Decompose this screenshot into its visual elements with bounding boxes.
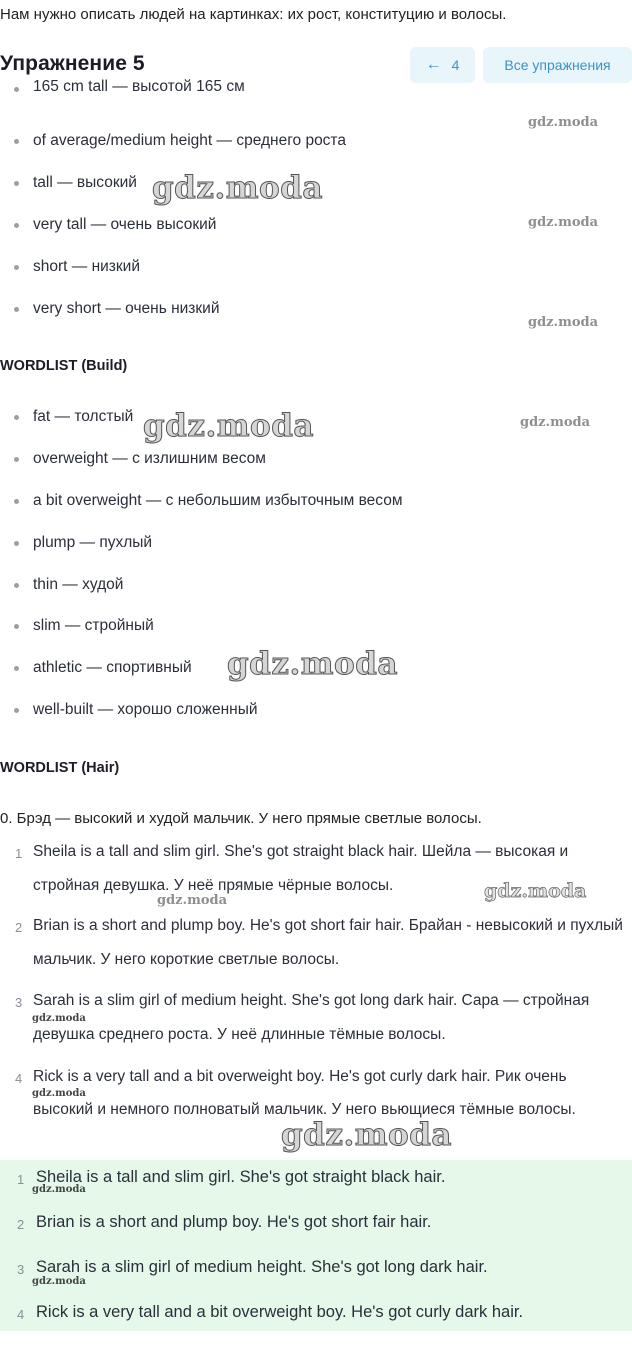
bullet-icon <box>14 583 19 588</box>
bullet-icon <box>14 708 19 713</box>
answer-text: Sarah is a slim girl of medium height. She's got long dark hair. Сара — стройная девушка среднего роста. У неё длинные тёмные волосы. <box>33 992 590 1043</box>
watermark: gdz.moda <box>227 646 398 682</box>
answer-text: Brian is a short and plump boy. He's got short fair hair. Брайан - невысокий и пухлый мальчик. У него короткие светлые волосы. <box>33 917 623 968</box>
answer-number: 4 <box>15 1071 23 1086</box>
bullet-icon <box>14 181 19 186</box>
bullet-icon <box>14 307 19 312</box>
exercise-title: Упражнение 5 <box>0 52 145 75</box>
watermark: gdz.moda <box>157 893 228 908</box>
bullet-icon <box>14 139 19 144</box>
bullet-icon <box>14 457 19 462</box>
watermark: gdz.moda <box>152 170 323 206</box>
list-item-text: very tall — очень высокий <box>33 216 217 233</box>
list-item-text: athletic — спортивный <box>33 659 192 676</box>
summary-number: 1 <box>17 1172 25 1187</box>
bullet-icon <box>14 223 19 228</box>
example-sentence: 0. Брэд — высокий и худой мальчик. У него прямые светлые волосы. <box>0 810 482 827</box>
list-item-text: fat — толстый <box>33 408 134 425</box>
bullet-icon <box>14 87 19 92</box>
list-item-text: well-built — хорошо сложенный <box>33 701 258 718</box>
section-heading-build: WORDLIST (Build) <box>0 358 128 374</box>
watermark: gdz.moda <box>32 1276 86 1287</box>
list-item-text: a bit overweight — с небольшим избыточным весом <box>33 492 403 509</box>
bullet-icon <box>14 666 19 671</box>
summary-text: Rick is a very tall and a bit overweight boy. He's got curly dark hair. <box>36 1303 524 1321</box>
list-item <box>0 448 632 472</box>
answer-summary <box>0 1160 632 1331</box>
summary-text: Sarah is a slim girl of medium height. She's got long dark hair. <box>36 1258 488 1276</box>
watermark: gdz.moda <box>281 1117 452 1153</box>
partial-item-text: 165 cm tall — высотой 165 см <box>33 78 245 95</box>
list-item <box>0 256 632 280</box>
bullet-icon <box>14 541 19 546</box>
summary-number: 4 <box>17 1307 25 1322</box>
list-item-text: overweight — с излишним весом <box>33 450 266 467</box>
intro-text: Нам нужно описать людей на картинках: их рост, конституцию и волосы. <box>0 6 507 23</box>
list-item <box>0 490 632 514</box>
summary-text: Brian is a short and plump boy. He's got short fair hair. <box>36 1213 432 1231</box>
answer-number: 2 <box>15 920 23 935</box>
list-item-text: short — низкий <box>33 258 140 275</box>
list-item <box>0 699 632 723</box>
summary-number: 3 <box>17 1262 25 1277</box>
answer-text: Rick is a very tall and a bit overweight boy. He's got curly dark hair. Рик очень высокий и немного полноватый мальчик. У него вьющиеся тёмные волосы. <box>33 1068 576 1118</box>
watermark: gdz.moda <box>528 215 599 230</box>
list-item-text: slim — стройный <box>33 617 154 634</box>
list-item <box>0 532 632 556</box>
answer-number: 3 <box>15 995 23 1010</box>
prev-exercise-button[interactable] <box>410 47 475 83</box>
bullet-icon <box>14 624 19 629</box>
list-item-text: of average/medium height — среднего роста <box>33 132 346 149</box>
list-item <box>0 615 632 639</box>
all-exercises-button[interactable]: Все упражнения <box>483 47 632 83</box>
section-heading-hair: WORDLIST (Hair) <box>0 760 120 776</box>
list-item <box>0 574 632 598</box>
watermark: gdz.moda <box>32 1184 86 1195</box>
watermark: gdz.moda <box>32 1088 86 1099</box>
bullet-icon <box>14 499 19 504</box>
watermark: gdz.moda <box>528 115 599 130</box>
list-item-text: plump — пухлый <box>33 534 153 551</box>
arrow-left-icon: ← <box>425 56 442 73</box>
watermark: gdz.moda <box>520 415 591 430</box>
summary-number: 2 <box>17 1217 25 1232</box>
summary-text: Sheila is a tall and slim girl. She's got straight black hair. <box>36 1168 446 1186</box>
bullet-icon <box>14 415 19 420</box>
watermark: gdz.moda <box>32 1013 86 1024</box>
watermark: gdz.moda <box>528 315 599 330</box>
answer-text: Sheila is a tall and slim girl. She's got straight black hair. Шейла — высокая и стройная девушка. У неё прямые чёрные волосы. <box>33 843 569 894</box>
list-item-text: thin — худой <box>33 576 124 593</box>
list-item <box>0 130 632 154</box>
answer-number: 1 <box>15 846 23 861</box>
list-item-text: tall — высокий <box>33 174 137 191</box>
list-item-text: very short — очень низкий <box>33 300 220 317</box>
partial-list-item <box>0 78 632 103</box>
bullet-icon <box>14 265 19 270</box>
prev-exercise-number: 4 <box>451 57 460 73</box>
watermark: gdz.moda <box>143 408 314 444</box>
watermark: gdz.moda <box>484 880 587 902</box>
